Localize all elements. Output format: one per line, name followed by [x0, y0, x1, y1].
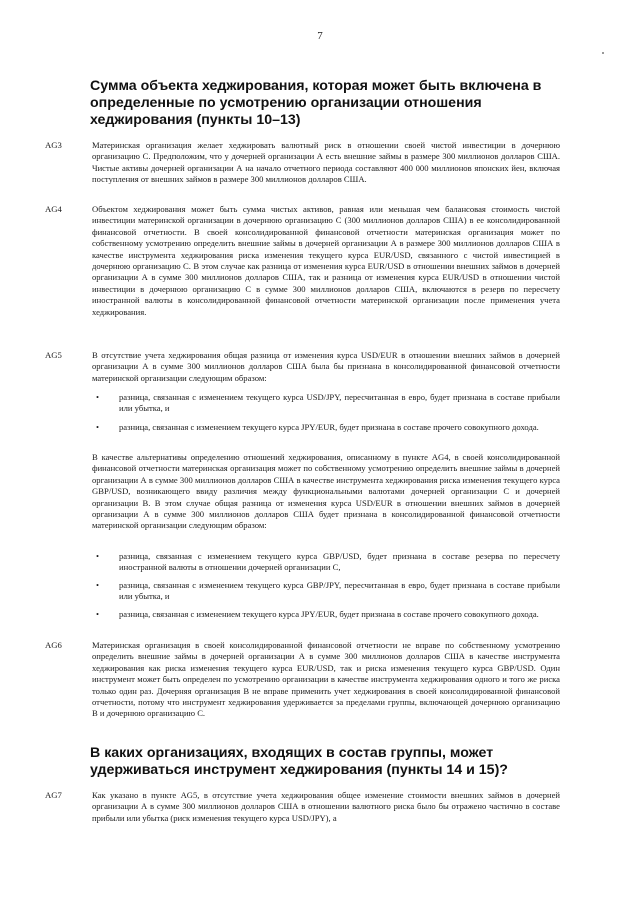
paragraph-text: Как указано в пункте AG5, в отсутствие учета хеджирования общее изменение стоимости внешних займов в дочерней организации А в сумме 300 миллионов долларов США в отношении валютного риска было бы отражено частично в составе прибыли или убытка (риск изменения текущего курса USD/JPY), а	[92, 790, 560, 823]
bullet-icon: •	[96, 422, 100, 432]
paragraph-number: AG6	[45, 640, 62, 650]
bullet-icon: •	[96, 609, 100, 619]
bullet-icon: •	[96, 580, 100, 590]
list-item-text: разница, связанная с изменением текущего курса GBP/JPY, пересчитанная в евро, будет признана в составе прибыли или убытка, и	[119, 580, 560, 602]
paragraph-number: AG3	[45, 140, 62, 150]
paragraph-number: AG5	[45, 350, 62, 360]
list-item-text: разница, связанная с изменением текущего курса GBP/USD, будет признана в составе резерва по пересчету иностранной валюты в отношении дочерней организации С,	[119, 551, 560, 573]
list-item-text: разница, связанная с изменением текущего курса JPY/EUR, будет признана в составе прочего совокупного дохода.	[119, 422, 539, 432]
paragraph-text: Материнская организация в своей консолидированной финансовой отчетности не вправе по собственному усмотрению определить внешние займы в дочерней организации А в сумме 300 миллионов долларов США в качестве инструмента хеджирования как риска изменения текущего курса EUR/USD, так и риска изменения текущего курса GBP/USD. Один инструмент может быть определен по усмотрению организации в качестве инструмента хеджирования одного и того же риска только один раз. Дочерняя организация В не вправе применить учет хеджирования в своей консолидированной финансовой отчетности, потому что инструмент хеджирования удерживается за пределами группы, включающей дочернюю организацию В и дочернюю организацию С.	[92, 640, 560, 719]
paragraph-text: Объектом хеджирования может быть сумма чистых активов, равная или меньшая чем балансовая стоимость чистой инвестиции материнской организации в дочернюю организацию С (300 миллионов долларов США) в ее консолидированной финансовой отчетности. В своей консолидированной финансовой отчетности материнская организация может по собственному усмотрению определить внешние займы в дочерней организации А в размере 300 миллионов долларов США в качестве инструмента хеджирования риска изменения текущего курса EUR/USD, связанного с чистой инвестицией в дочернюю организацию С. В этом случае как разница от изменения курса EUR/USD в отношении внешних займов в дочерней организации А в сумме 300 миллионов долларов США, так и разница от изменения курса EUR/USD в отношении чистой инвестиции в дочернюю организацию С в сумме 300 миллионов долларов США, включаются в резерв по пересчету иностранной валюты в консолидированной финансовой отчетности материнской организации после применения учета хеджирования.	[92, 204, 560, 317]
paragraph-text: В отсутствие учета хеджирования общая разница от изменения курса USD/EUR в отношении внешних займов в дочерней организации А в сумме 300 миллионов долларов США была бы признана в консолидированной финансовой отчетности материнской организации следующим образом:	[92, 350, 560, 383]
paragraph-text: Материнская организация желает хеджировать валютный риск в отношении своей чистой инвестиции в дочернюю организацию С. Предположим, что у дочерней организации А есть внешние займы в размере 300 миллионов долларов США. Чистые активы дочерней организации А на начало отчетного периода составляют 400 000 миллионов японских йен, включая поступления от внешних займов в размере 300 миллионов долларов США.	[92, 140, 560, 185]
bullet-icon: •	[96, 551, 100, 561]
list-item-text: разница, связанная с изменением текущего курса USD/JPY, пересчитанная в евро, будет признана в составе прибыли или убытка, и	[119, 392, 560, 414]
paragraph-number: AG4	[45, 204, 62, 214]
paragraph-number: AG7	[45, 790, 62, 800]
section-heading-hedging-instrument-holders: В каких организациях, входящих в состав группы, может удерживаться инструмент хеджирования (пункты 14 и 15)?	[90, 745, 508, 778]
section-heading-hedged-item-amount: Сумма объекта хеджирования, которая может быть включена в определенные по усмотрению организации отношения хеджирования (пункты 10–13)	[90, 78, 542, 128]
paragraph-text: В качестве альтернативы определению отношений хеджирования, описанному в пункте AG4, в своей консолидированной финансовой отчетности материнская организация может по собственному усмотрению определить внешние займы в дочерней организации А в сумме 300 миллионов долларов США в качестве инструмента хеджирования риска изменения текущего курса GBP/USD, возникающего ввиду различия между функциональными валютами дочерней организации С и дочерней организации В. В этом случае общая разница от изменения курса USD/EUR в отношении внешних займов в дочерней организации А в сумме 300 миллионов долларов США будет признана в консолидированной финансовой отчетности материнской организации следующим образом:	[92, 452, 560, 531]
page-number: 7	[317, 30, 323, 42]
scan-speck	[602, 52, 604, 54]
bullet-icon: •	[96, 392, 100, 402]
list-item-text: разница, связанная с изменением текущего курса JPY/EUR, будет признана в составе прочего совокупного дохода.	[119, 609, 539, 619]
